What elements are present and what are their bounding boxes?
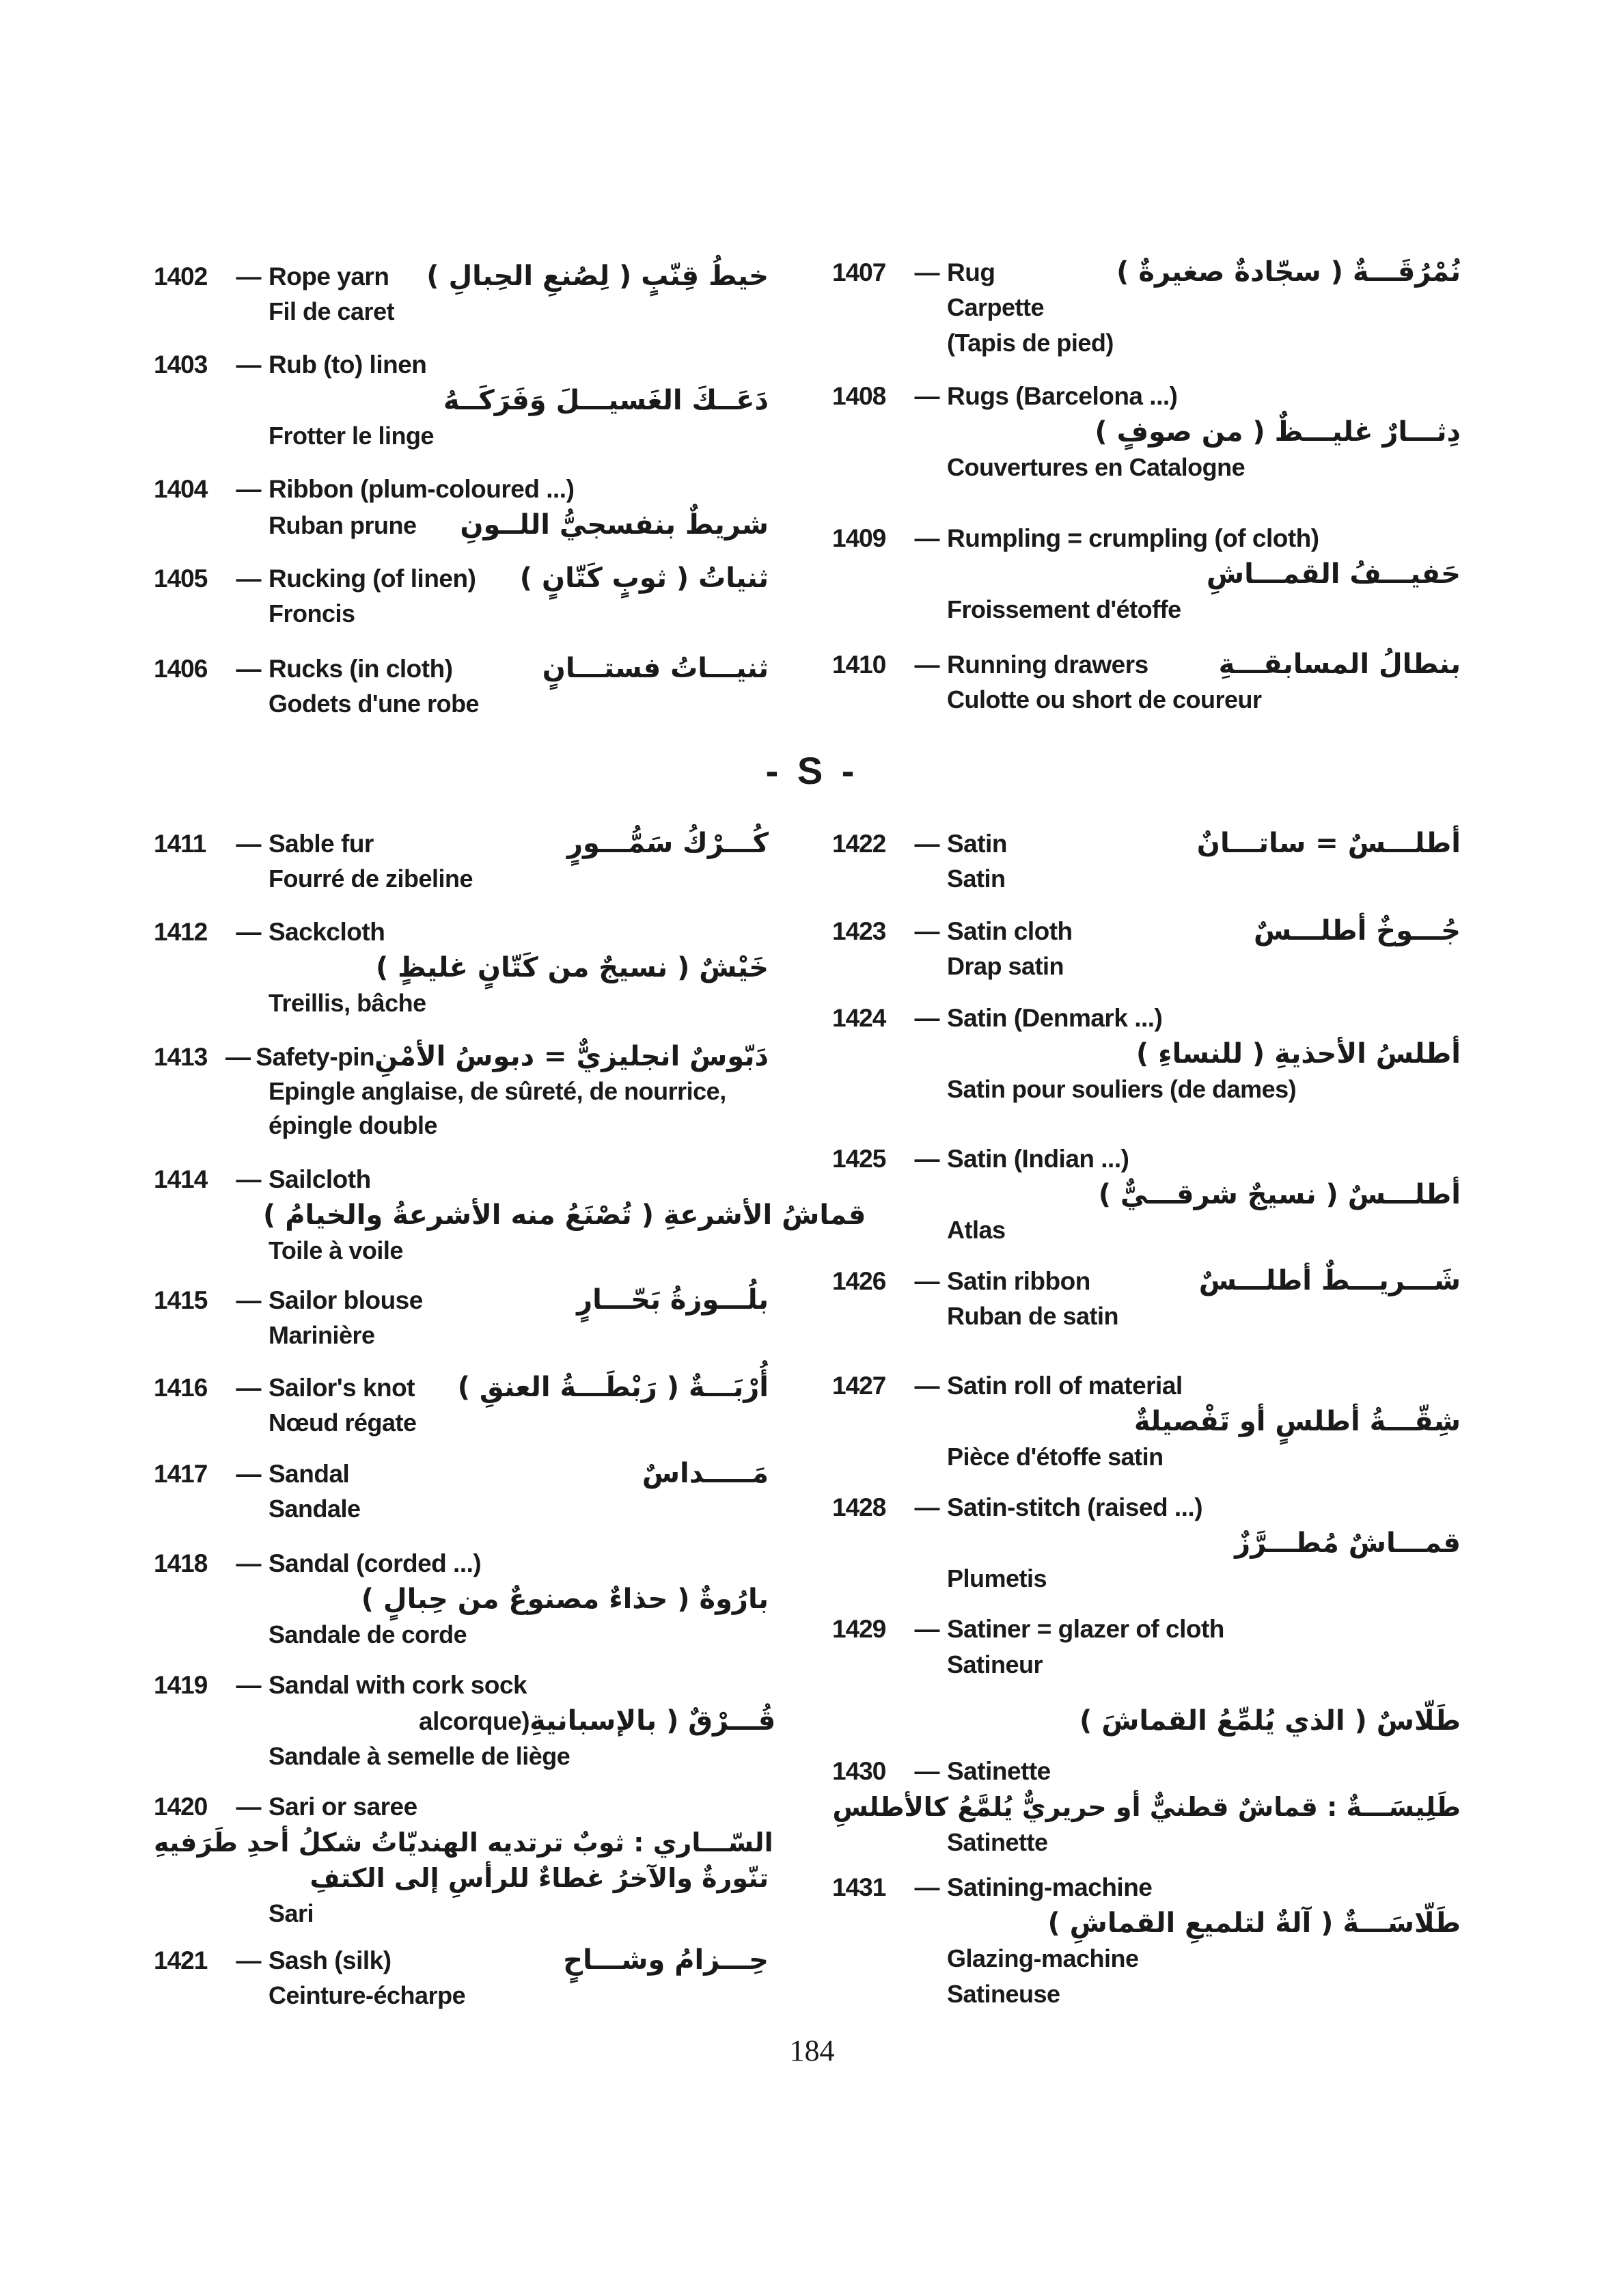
entry-number: 1425 bbox=[832, 1145, 886, 1173]
entry-1430 bbox=[832, 1754, 1461, 1860]
entry-dash: — bbox=[914, 1004, 940, 1032]
arabic-term: خَيْشٌ ( نسيجٌ من كَتّانٍ غليظٍ ) bbox=[375, 952, 769, 983]
english-term: Satin cloth bbox=[947, 917, 1073, 945]
french-term: Ceinture-écharpe bbox=[269, 1981, 466, 2009]
arabic-term: بارُوةٌ ( حذاءٌ مصنوعٌ من حِبالٍ ) bbox=[361, 1583, 769, 1615]
english-term: Ribbon (plum-coloured ...) bbox=[269, 475, 575, 503]
entry-1407 bbox=[832, 254, 1461, 361]
entry-dash: — bbox=[914, 524, 940, 552]
arabic-term: خيطُ قِنّبٍ ( لِصُنعِ الحِبالِ ) bbox=[426, 260, 769, 292]
english-term: Satiner = glazer of cloth bbox=[947, 1615, 1224, 1643]
entry-number: 1409 bbox=[832, 524, 886, 552]
arabic-term: قُـــرْقٌ ( بالإسبانيةِ bbox=[529, 1705, 776, 1737]
entry-dash: — bbox=[236, 1549, 262, 1577]
english-term: Satin (Denmark ...) bbox=[947, 1004, 1163, 1032]
entry-dash: — bbox=[236, 475, 262, 503]
entry-number: 1430 bbox=[832, 1757, 886, 1785]
arabic-term: شِقّـــةُ أطلسٍ أو تَفْصيلةٌ bbox=[1133, 1406, 1461, 1437]
entry-number: 1424 bbox=[832, 1004, 886, 1032]
entry-number: 1423 bbox=[832, 917, 886, 945]
entry-dash: — bbox=[236, 655, 262, 683]
arabic-term: طَلّاسَـــةٌ ( آلةٌ لتلميعِ القماشِ ) bbox=[1047, 1907, 1461, 1939]
entry-1413 bbox=[154, 1039, 769, 1143]
entry-1426 bbox=[832, 1263, 1461, 1334]
english-term: Satin-stitch (raised ...) bbox=[947, 1493, 1203, 1521]
english-term: Running drawers bbox=[947, 651, 1148, 679]
french-term: Toile à voile bbox=[269, 1236, 403, 1264]
english-term: Satining-machine bbox=[947, 1873, 1153, 1901]
section-heading: - S - bbox=[765, 749, 859, 792]
french-term: Marinière bbox=[269, 1321, 375, 1349]
french-term: Nœud régate bbox=[269, 1409, 417, 1437]
page-number: 184 bbox=[789, 2034, 835, 2067]
entry-1418 bbox=[154, 1546, 769, 1653]
entry-number: 1413 bbox=[154, 1043, 208, 1071]
french-term: Epingle anglaise, de sûreté, de nourrice, épingle double bbox=[269, 1077, 726, 1139]
french-term: Drap satin bbox=[947, 952, 1064, 980]
entry-dash: — bbox=[236, 918, 262, 946]
french-term: Sandale bbox=[269, 1495, 361, 1523]
english-term: Satin roll of material bbox=[947, 1372, 1183, 1400]
english-term: Satinette bbox=[947, 1757, 1051, 1785]
french-term: Sandale de corde bbox=[269, 1620, 467, 1648]
entry-dash: — bbox=[914, 917, 940, 945]
entry-dash: — bbox=[225, 1043, 251, 1071]
entry-1403 bbox=[154, 347, 769, 454]
french-term: Sari bbox=[269, 1899, 314, 1927]
entry-dash: — bbox=[236, 565, 262, 593]
french-term: Fil de caret bbox=[269, 297, 395, 325]
entry-1424 bbox=[832, 1001, 1461, 1107]
english-term: Satin ribbon bbox=[947, 1267, 1090, 1295]
entry-number: 1416 bbox=[154, 1374, 208, 1402]
arabic-term: بنطالُ المسابقـــةِ bbox=[1218, 649, 1461, 680]
arabic-term: بلُـــوزةُ بَحّـــارٍ bbox=[577, 1284, 769, 1316]
arabic-term: دَعَــكَ الغَسيـــلَ وَفَرَكَــهُ bbox=[443, 385, 769, 416]
entry-dash: — bbox=[236, 351, 262, 379]
english-term: Rucking (of linen) bbox=[269, 565, 476, 593]
entry-number: 1428 bbox=[832, 1493, 886, 1521]
english-term: Rug bbox=[947, 258, 995, 286]
french-term: Fourré de zibeline bbox=[269, 865, 473, 893]
french-term: Carpette bbox=[947, 293, 1045, 321]
arabic-term: طَلِيسَـــةٌ : قماشٌ قطنيٌّ أو حريريٌّ يُلمَّعُ كالأطلسِ bbox=[832, 1792, 1461, 1822]
entry-number: 1421 bbox=[154, 1946, 208, 1974]
english-term: Rub (to) linen bbox=[269, 351, 427, 379]
arabic-term: دِثـــارٌ غليـــظٌ ( من صوفٍ ) bbox=[1095, 416, 1461, 448]
entry-number: 1406 bbox=[154, 655, 208, 683]
entry-dash: — bbox=[914, 1145, 940, 1173]
entry-1409 bbox=[832, 521, 1461, 627]
english-term: Rucks (in cloth) bbox=[269, 655, 453, 683]
arabic-term-continued: تنّورةٌ والآخرُ غطاءٌ للرأسِ إلى الكتفِ bbox=[309, 1863, 769, 1893]
arabic-term: ثنيـــاتُ فستـــانٍ bbox=[542, 653, 769, 684]
entry-1402 bbox=[154, 258, 769, 329]
french-term-alt: Satineuse bbox=[947, 1980, 1060, 2008]
english-term: Sailor's knot bbox=[269, 1374, 415, 1402]
english-term: Sandal (corded ...) bbox=[269, 1549, 482, 1577]
entry-1410 bbox=[832, 647, 1461, 718]
french-term: Couvertures en Catalogne bbox=[947, 453, 1245, 481]
entry-dash: — bbox=[914, 1267, 940, 1295]
entry-dash: — bbox=[914, 1873, 940, 1901]
entry-1405 bbox=[154, 560, 769, 631]
entry-1412 bbox=[154, 914, 769, 1021]
english-term: Sash (silk) bbox=[269, 1946, 391, 1974]
french-term-note: (Tapis de pied) bbox=[947, 329, 1114, 357]
entry-dash: — bbox=[914, 1757, 940, 1785]
arabic-term: كُـــرْكُ سَمُّـــورٍ bbox=[566, 828, 769, 859]
entry-dash: — bbox=[914, 258, 940, 286]
arabic-term: طَلّاسٌ ( الذي يُلمِّعُ القماشَ ) bbox=[1079, 1705, 1461, 1737]
french-term: Satinette bbox=[947, 1828, 1048, 1856]
entry-dash: — bbox=[236, 1374, 262, 1402]
arabic-term: حِـــزامُ وشـــاحٍ bbox=[563, 1944, 769, 1976]
entry-1415 bbox=[154, 1282, 769, 1353]
entry-1419 bbox=[154, 1668, 776, 1774]
arabic-term: قماشُ الأشرعةِ ( تُصْنَعُ منه الأشرعةُ والخيامُ ) bbox=[263, 1199, 866, 1231]
french-term: Ruban de satin bbox=[947, 1302, 1119, 1330]
arabic-term: مَـــــداسٌ bbox=[642, 1458, 769, 1489]
arabic-term: نُمْرُقَـــةٌ ( سجّادةٌ صغيرةٌ ) bbox=[1116, 256, 1461, 288]
english-term: Sandal with cork sock bbox=[269, 1671, 527, 1699]
entry-number: 1417 bbox=[154, 1460, 208, 1488]
french-term: Froncis bbox=[269, 599, 355, 627]
entry-1406 bbox=[154, 651, 769, 722]
entry-1423 bbox=[832, 913, 1461, 984]
entry-number: 1410 bbox=[832, 651, 886, 679]
entry-dash: — bbox=[236, 262, 262, 290]
entry-number: 1418 bbox=[154, 1549, 208, 1577]
entry-dash: — bbox=[236, 1946, 262, 1974]
entry-number: 1420 bbox=[154, 1793, 208, 1821]
entry-1428 bbox=[832, 1490, 1461, 1596]
entry-dash: — bbox=[914, 382, 940, 410]
entry-number: 1404 bbox=[154, 475, 208, 503]
french-term: Atlas bbox=[947, 1216, 1006, 1244]
arabic-term: أُرْبَـــةٌ ( رَبْطَـــةُ العنقِ ) bbox=[457, 1372, 769, 1403]
arabic-term: شَـــريـــطٌ أطلـــسٌ bbox=[1198, 1265, 1461, 1296]
arabic-term: حَفيـــفُ القمـــاشِ bbox=[1206, 558, 1461, 590]
entry-number: 1431 bbox=[832, 1873, 886, 1901]
entry-dash: — bbox=[236, 830, 262, 858]
english-term: Sable fur bbox=[269, 830, 374, 858]
french-term: Glazing-machine bbox=[947, 1944, 1139, 1972]
french-term: Plumetis bbox=[947, 1564, 1047, 1592]
entry-1417 bbox=[154, 1456, 769, 1527]
arabic-term: السّـــاري : ثوبٌ ترتديه الهنديّاتُ شكلُ أحدِ طَرَفيهِ bbox=[154, 1827, 773, 1858]
entry-dash: — bbox=[236, 1286, 262, 1314]
entry-dash: — bbox=[236, 1671, 262, 1699]
english-term: Sailcloth bbox=[269, 1165, 371, 1193]
french-term: Ruban prune bbox=[269, 511, 417, 539]
entry-number: 1412 bbox=[154, 918, 208, 946]
french-term: Satineur bbox=[947, 1650, 1043, 1678]
entry-number: 1419 bbox=[154, 1671, 208, 1699]
english-term: Safety-pin bbox=[256, 1043, 375, 1071]
arabic-term: شريطٌ بنفسجيُّ اللــونِ bbox=[460, 509, 769, 541]
french-term: Sandale à semelle de liège bbox=[269, 1742, 570, 1770]
arabic-term: جُـــوخٌ أطلـــسٌ bbox=[1254, 915, 1461, 947]
english-term: Sailor blouse bbox=[269, 1286, 423, 1314]
entry-number: 1402 bbox=[154, 262, 208, 290]
arabic-term: ثنياتُ ( ثوبٍ كَتّانٍ ) bbox=[519, 562, 769, 594]
arabic-term: أطلـــسٌ = ساتـــانٌ bbox=[1196, 828, 1461, 859]
french-term: Pièce d'étoffe satin bbox=[947, 1443, 1164, 1471]
arabic-term: أطلسُ الأحذيةِ ( للنساءِ ) bbox=[1136, 1038, 1461, 1070]
english-term: Sari or saree bbox=[269, 1793, 417, 1821]
entry-number: 1427 bbox=[832, 1372, 886, 1400]
entry-1414 bbox=[154, 1162, 866, 1268]
entry-1421 bbox=[154, 1942, 769, 2013]
english-term: Sandal bbox=[269, 1460, 350, 1488]
entry-number: 1429 bbox=[832, 1615, 886, 1643]
entry-dash: — bbox=[236, 1793, 262, 1821]
arabic-term: دَبّوسٌ انجليزيٌّ = دبوسُ الأمْنِ bbox=[374, 1041, 769, 1072]
english-term: Satin bbox=[947, 830, 1007, 858]
french-term: Treillis, bâche bbox=[269, 989, 426, 1017]
english-term: Sackcloth bbox=[269, 918, 385, 946]
french-term: Satin bbox=[947, 865, 1006, 893]
entry-dash: — bbox=[914, 1372, 940, 1400]
arabic-term: قمـــاشٌ مُطـــرَّزٌ bbox=[1235, 1527, 1461, 1559]
french-term: Frotter le linge bbox=[269, 422, 435, 450]
english-term: Satin (Indian ...) bbox=[947, 1145, 1129, 1173]
entry-1429 bbox=[832, 1612, 1461, 1739]
entry-number: 1405 bbox=[154, 565, 208, 593]
entry-1431 bbox=[832, 1870, 1461, 2012]
entry-dash: — bbox=[236, 1460, 262, 1488]
entry-dash: — bbox=[236, 1165, 262, 1193]
french-term: Culotte ou short de coureur bbox=[947, 685, 1262, 713]
entry-number: 1414 bbox=[154, 1165, 208, 1193]
entry-number: 1408 bbox=[832, 382, 886, 410]
entry-dash: — bbox=[914, 830, 940, 858]
french-term: Godets d'une robe bbox=[269, 690, 480, 718]
entry-1425 bbox=[832, 1141, 1461, 1248]
entry-number: 1426 bbox=[832, 1267, 886, 1295]
entry-dash: — bbox=[914, 1615, 940, 1643]
entry-1408 bbox=[832, 379, 1461, 485]
entry-number: 1403 bbox=[154, 351, 208, 379]
english-term: Rugs (Barcelona ...) bbox=[947, 382, 1178, 410]
entry-number: 1422 bbox=[832, 830, 886, 858]
french-term: Satin pour souliers (de dames) bbox=[947, 1075, 1297, 1103]
entry-1404 bbox=[154, 472, 769, 543]
entry-number: 1411 bbox=[154, 830, 206, 858]
entry-1416 bbox=[154, 1370, 769, 1441]
english-term-continued: alcorque) bbox=[419, 1707, 530, 1735]
entry-dash: — bbox=[914, 1493, 940, 1521]
entry-dash: — bbox=[914, 651, 940, 679]
english-term: Rumpling = crumpling (of cloth) bbox=[947, 524, 1319, 552]
entry-1411 bbox=[154, 826, 769, 897]
entry-number: 1415 bbox=[154, 1286, 208, 1314]
english-term: Rope yarn bbox=[269, 262, 389, 290]
entry-1420 bbox=[154, 1789, 773, 1931]
entry-1427 bbox=[832, 1368, 1461, 1475]
french-term: Froissement d'étoffe bbox=[947, 595, 1181, 623]
arabic-term: أطلـــسٌ ( نسيجٌ شرقـــيٌّ ) bbox=[1098, 1179, 1461, 1210]
entry-1422 bbox=[832, 826, 1461, 897]
entry-number: 1407 bbox=[832, 258, 886, 286]
